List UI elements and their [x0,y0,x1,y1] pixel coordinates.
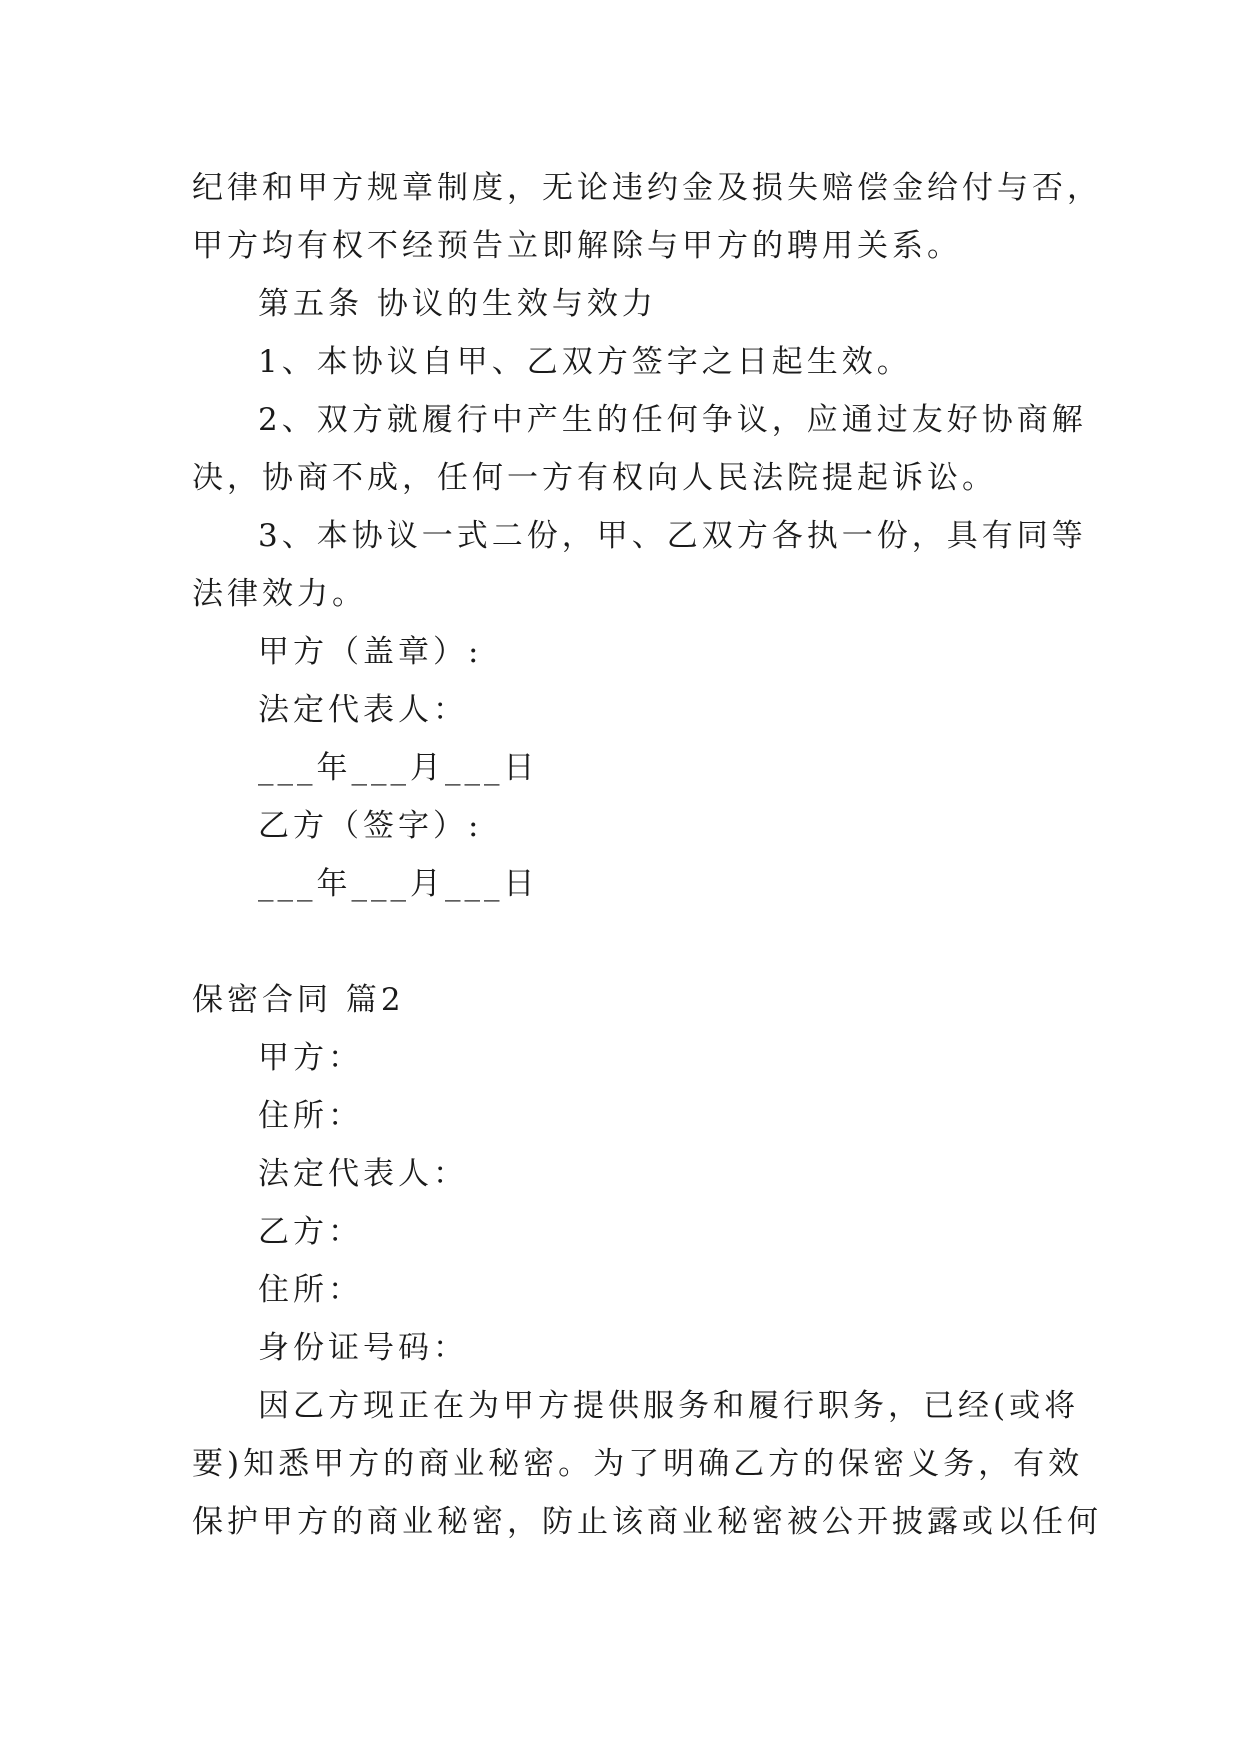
clause-item: 3、本协议一式二份，甲、乙双方各执一份，具有同等 [258,518,1087,554]
paragraph-line: 因乙方现正在为甲方提供服务和履行职务，已经(或将 [258,1388,1080,1424]
field-address: 住所： [258,1272,363,1308]
clause-item: 1、本协议自甲、乙双方签字之日起生效。 [258,344,912,380]
field-legal-rep: 法定代表人： [258,1156,468,1192]
paragraph-line: 要)知悉甲方的商业秘密。为了明确乙方的保密义务，有效 [192,1446,1084,1482]
signature-legal-rep: 法定代表人： [258,692,468,728]
text-line: 纪律和甲方规章制度，无论违约金及损失赔偿金给付与否， [192,170,1102,206]
paragraph-line: 保护甲方的商业秘密，防止该商业秘密被公开披露或以任何 [192,1504,1102,1540]
text-line: 决，协商不成，任何一方有权向人民法院提起诉讼。 [192,460,997,496]
signature-date: ___年___月___日 [258,866,539,902]
section-title: 保密合同 篇2 [192,982,405,1018]
article-heading: 第五条 协议的生效与效力 [258,286,657,322]
text-line: 甲方均有权不经预告立即解除与甲方的聘用关系。 [192,228,962,264]
signature-party-b: 乙方（签字）: [258,808,483,844]
signature-party-a: 甲方（盖章）: [258,634,483,670]
field-party-a: 甲方： [258,1040,363,1076]
field-address: 住所： [258,1098,363,1134]
text-line: 法律效力。 [192,576,367,612]
field-id-number: 身份证号码： [258,1330,468,1366]
signature-date: ___年___月___日 [258,750,539,786]
clause-item: 2、双方就履行中产生的任何争议，应通过友好协商解 [258,402,1087,438]
field-party-b: 乙方： [258,1214,363,1250]
